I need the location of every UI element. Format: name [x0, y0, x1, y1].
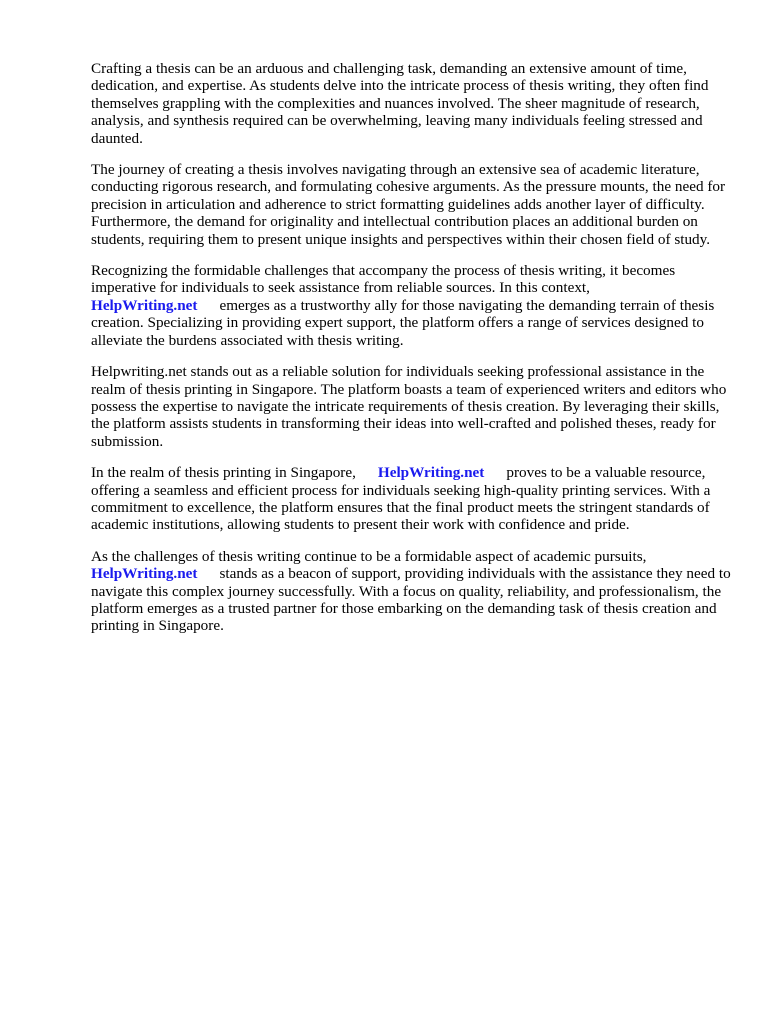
paragraph-5 [91, 464, 731, 534]
document-body [91, 60, 731, 649]
paragraph-text-before-link: As the challenges of thesis writing continue to be a formidable aspect of academic pursuits, [91, 547, 647, 565]
paragraph-2 [91, 161, 731, 248]
paragraph-text-after-link: stands as a beacon of support, providing individuals with the assistance they need to navigate this complex journey successfully. With a focus on quality, reliability, and professionalism, the platform emerges as a trusted partner for those embarking on the demanding task of thesis creation and printing in Singapore. [91, 565, 731, 635]
paragraph-text-before-link: Recognizing the formidable challenges that accompany the process of thesis writing, it becomes imperative for individuals to seek assistance from reliable sources. In this context, [91, 262, 676, 297]
helpwriting-link[interactable]: HelpWriting.net [377, 464, 485, 482]
paragraph-text-after-link: proves to be a valuable resource, offering a seamless and efficient process for individuals seeking high-quality printing services. With a commitment to excellence, the platform ensures that the final product meets the stringent standards of academic institutions, allowing students to present their work with confidence and pride. [91, 464, 711, 534]
helpwriting-link[interactable]: HelpWriting.net [91, 296, 198, 314]
paragraph-text: The journey of creating a thesis involves navigating through an extensive sea of academic literature, conducting rigorous research, and formulating cohesive arguments. As the pressure mounts, the need for precision in articulation and adherence to strict formatting guidelines adds another layer of difficulty. Furthermore, the demand for originality and intellectual contribution places an additional burden on students, requiring them to present unique insights and perspectives within their chosen field of study. [91, 161, 726, 248]
paragraph-text: Crafting a thesis can be an arduous and challenging task, demanding an extensive amount of time, dedication, and expertise. As students delve into the intricate process of thesis writing, they often find themselves grappling with the complexities and nuances involved. The sheer magnitude of research, analysis, and synthesis required can be overwhelming, leaving many individuals feeling stressed and daunted. [91, 60, 709, 147]
paragraph-text-after-link: emerges as a trustworthy ally for those navigating the demanding terrain of thesis creation. Specializing in providing expert support, the platform offers a range of services designed to alleviate the burdens associated with thesis writing. [91, 296, 715, 349]
paragraph-text: Helpwriting.net stands out as a reliable solution for individuals seeking professional assistance in the realm of thesis printing in Singapore. The platform boasts a team of experienced writers and editors who possess the expertise to navigate the intricate requirements of thesis creation. By leveraging their skills, the platform assists students in transforming their ideas into well-crafted and polished theses, ready for submission. [91, 363, 727, 450]
paragraph-4 [91, 363, 731, 450]
paragraph-1 [91, 60, 731, 147]
helpwriting-link[interactable]: HelpWriting.net [91, 565, 198, 583]
paragraph-6 [91, 548, 731, 635]
paragraph-3 [91, 262, 731, 349]
paragraph-text-before-link: In the realm of thesis printing in Singapore, [91, 464, 356, 482]
